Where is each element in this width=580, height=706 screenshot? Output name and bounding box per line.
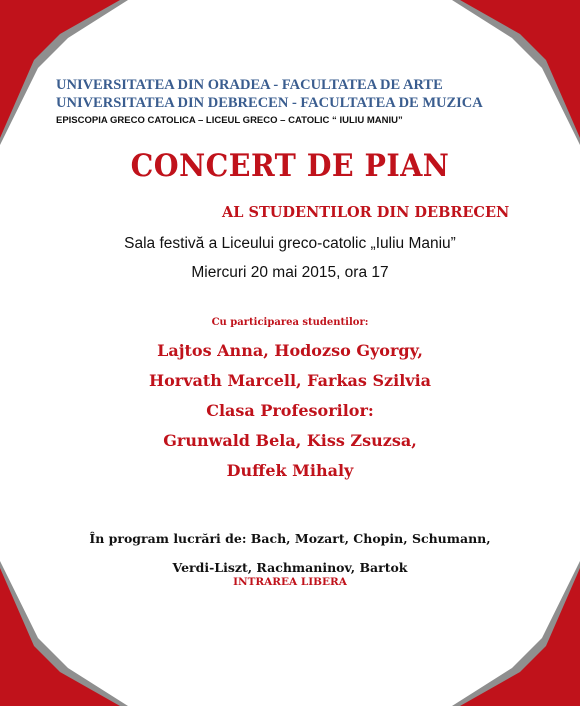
concert-subtitle: AL STUDENTILOR DIN DEBRECEN <box>222 204 510 221</box>
header-line-debrecen: UNIVERSITATEA DIN DEBRECEN - FACULTATEA DE MUZICA <box>56 95 483 111</box>
professors-line: Duffek Mihaly <box>226 461 354 480</box>
performers-line: Horvath Marcell, Farkas Szilvia <box>148 371 432 390</box>
date-text: Miercuri 20 mai 2015, ora 17 <box>191 264 389 281</box>
header-line-episcopia: EPISCOPIA GRECO CATOLICA – LICEUL GRECO – CATOLIC “ IULIU MANIU” <box>56 115 403 126</box>
program-line: În program lucrări de: Bach, Mozart, Chopin, Schumann, <box>89 531 491 546</box>
institution-header <box>56 76 483 129</box>
header-line-oradea: UNIVERSITATEA DIN ORADEA - FACULTATEA DE ARTE <box>56 77 443 93</box>
performers-line: Lajtos Anna, Hodozso Gyorgy, <box>157 341 423 360</box>
concert-title: CONCERT DE PIAN <box>130 148 450 184</box>
program-block <box>0 524 580 582</box>
free-entry-text: INTRAREA LIBERA <box>233 576 347 588</box>
professors-line: Grunwald Bela, Kiss Zsuzsa, <box>163 431 417 450</box>
professors-heading: Clasa Profesorilor: <box>206 401 374 420</box>
performers-block <box>0 336 580 486</box>
venue-text: Sala festivă a Liceului greco-catolic „Iuliu Maniu” <box>124 235 456 252</box>
participation-label: Cu participarea studentilor: <box>211 317 369 328</box>
program-line: Verdi-Liszt, Rachmaninov, Bartok <box>172 560 408 575</box>
